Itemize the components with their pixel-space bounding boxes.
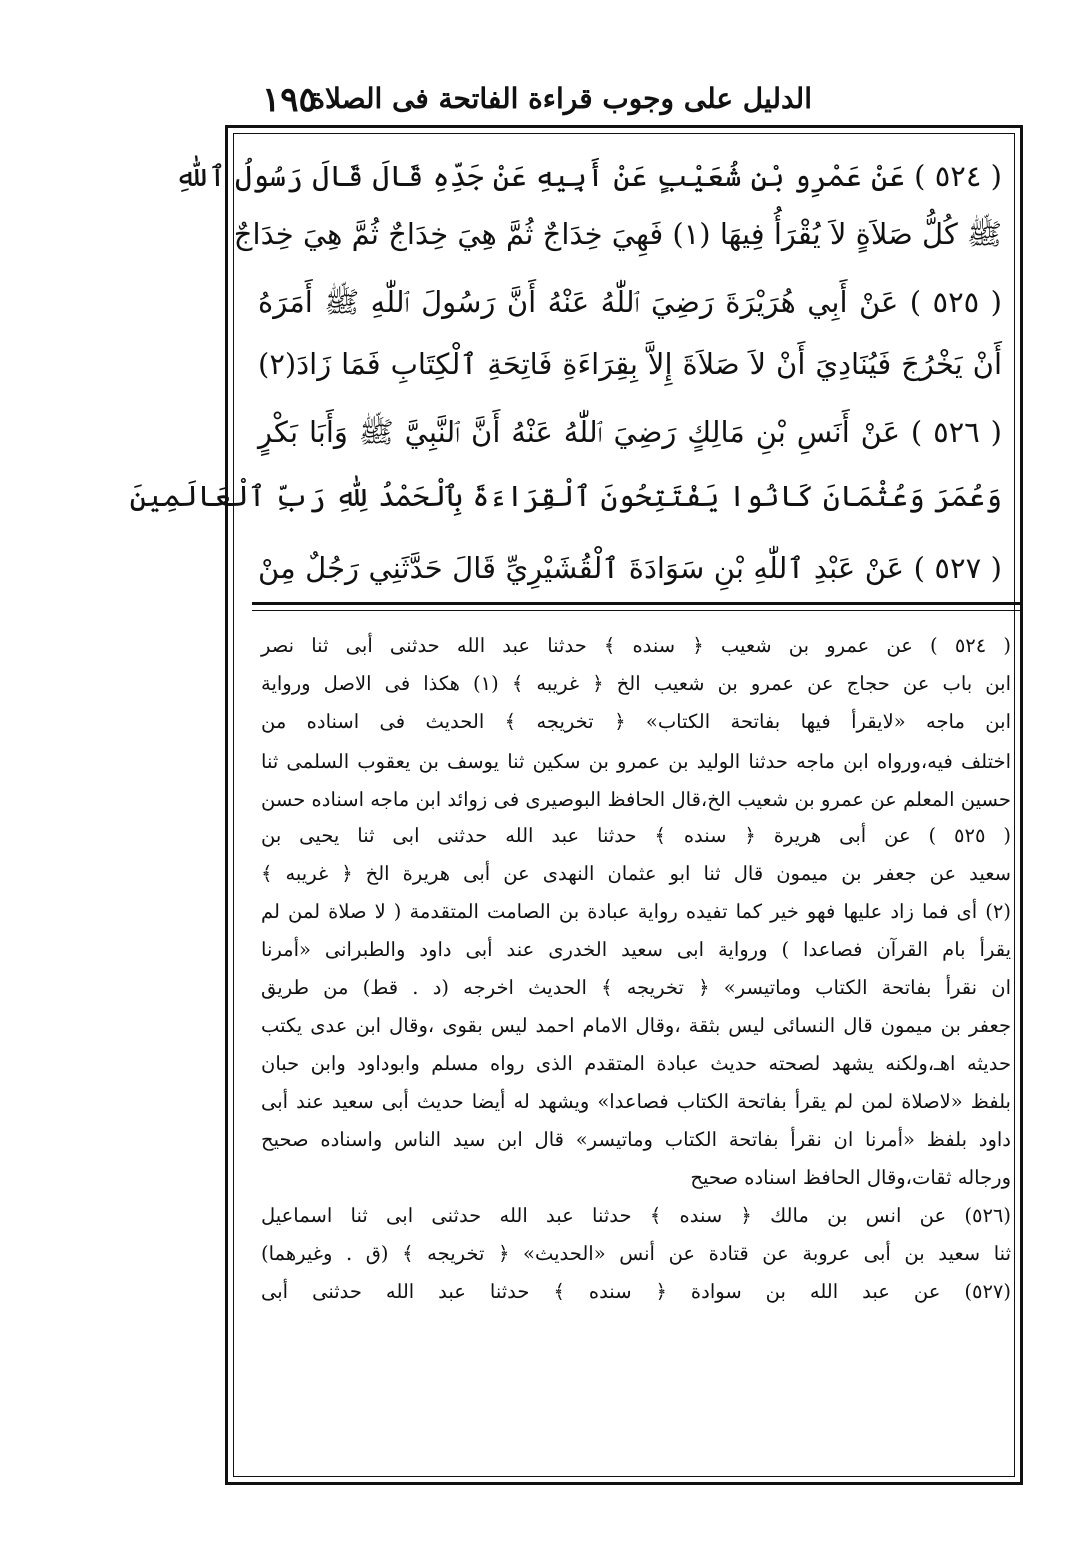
commentary-section	[255, 628, 1017, 1473]
commentary-line: بلفظ «لاصلاة لمن لم يقرأ بفاتحة الكتاب فصاعدا» ويشهد له أيضا حديث أبى سعيد عند أبى	[261, 1090, 1011, 1113]
page-number: ١٩٥	[262, 80, 317, 120]
commentary-line: جعفر بن ميمون قال النسائى ليس بثقة ،وقال الامام احمد ليس بقوى ،وقال ابن عدى يكتب	[261, 1014, 1011, 1037]
section-divider	[252, 602, 1020, 605]
commentary-line: ان نقرأ بفاتحة الكتاب وماتيسر» ﴿ تخريجه ﴾ الحديث اخرجه (د . قط) من طريق	[261, 976, 1011, 999]
commentary-line: (٥٢٧) عن عبد الله بن سوادة ﴿ سنده ﴾ حدثنا عبد الله حدثنى أبى	[261, 1280, 1011, 1303]
commentary-line: ابن باب عن حجاج عن عمرو بن شعيب الخ ﴿ غريبه ﴾ (١) هكذا فى الاصل ورواية	[261, 672, 1011, 695]
commentary-line: داود بلفظ «أمرنا ان نقرأ بفاتحة الكتاب وماتيسر» قال ابن سيد الناس واسناده صحيح	[261, 1128, 1011, 1151]
commentary-line: ثنا سعيد بن أبى عروبة عن قتادة عن أنس «الحديث» ﴿ تخريجه ﴾ (ق . وغيرهما)	[261, 1242, 1011, 1265]
commentary-line: سعيد عن جعفر بن ميمون قال ثنا ابو عثمان النهدى عن أبى هريرة الخ ﴿ غريبه ﴾	[261, 862, 1011, 885]
commentary-line: حسين المعلم عن عمرو بن شعيب الخ،قال الحافظ البوصيرى فى زوائد ابن ماجه اسناده حسن	[261, 788, 1011, 811]
commentary-line: ورجاله ثقات،وقال الحافظ اسناده صحيح	[690, 1166, 1011, 1189]
hadith-line: ( ٥٢٦ ) عَنْ أَنَسِ بْنِ مَالِكٍ رَضِيَ ٱللّٰهُ عَنْهُ أَنَّ ٱلنَّبِيَّ ﷺ وَأَبَا بَكْرٍ	[258, 415, 1002, 449]
hadith-line: ( ٥٢٥ ) عَنْ أَبِي هُرَيْرَةَ رَضِيَ ٱللّٰهُ عَنْهُ أَنَّ رَسُولَ ٱللّٰهِ ﷺ أَمَرَهُ	[258, 285, 1002, 319]
hadith-text-section	[129, 140, 1010, 605]
page-header	[232, 78, 832, 128]
commentary-line: اختلف فيه،ورواه ابن ماجه حدثنا الوليد بن عمرو بن سكين ثنا يوسف بن يعقوب السلمى ثنا	[261, 750, 1011, 773]
commentary-line: ( ٥٢٤ ) عن عمرو بن شعيب ﴿ سنده ﴾ حدثنا عبد الله حدثنى أبى ثنا نصر	[261, 634, 1011, 657]
hadith-line: ( ٥٢٧ ) عَنْ عَبْدِ ٱللّٰهِ بْنِ سَوَادَةَ ٱلْقُشَيْرِيِّ قَالَ حَدَّثَنِي رَجُلٌ مِنْ	[258, 551, 1002, 585]
commentary-line: ( ٥٢٥ ) عن أبى هريرة ﴿ سنده ﴾ حدثنا عبد الله حدثنى ابى ثنا يحيى بن	[261, 824, 1011, 847]
running-title: الدليل على وجوب قراءة الفاتحة فى الصلاة	[310, 82, 812, 115]
hadith-line: ﷺ كُلُّ صَلاَةٍ لاَ يُقْرَأُ فِيهَا (١) فَهِيَ خِدَاجٌ ثُمَّ هِيَ خِدَاجٌ ثُمَّ هِيَ خِدَاجٌ	[233, 217, 1002, 251]
commentary-line: (٥٢٦) عن انس بن مالك ﴿ سنده ﴾ حدثنا عبد الله حدثنى ابى ثنا اسماعيل	[261, 1204, 1011, 1227]
hadith-line: وَعُمَرَ وَعُثْمَانَ كَانُوا يَفْتَتِحُونَ ٱلْقِرَاءَةَ بِٱلْحَمْدُ لِلّٰهِ رَبِّ ٱلْعَالَمِينَ	[129, 479, 1002, 513]
section-divider-thin	[252, 610, 1020, 611]
hadith-line: ( ٥٢٤ ) عَنْ عَمْرِو بْنِ شُعَيْبٍ عَنْ أَبِيهِ عَنْ جَدِّهِ قَالَ قَالَ رَسُولُ ٱللّٰهِ	[174, 159, 1002, 193]
hadith-line: أَنْ يَخْرُجَ فَيُنَادِيَ أَنْ لاَ صَلاَةَ إِلاَّ بِقِرَاءَةِ فَاتِحَةِ ٱلْكِتَابِ فَمَا زَادَ(٢)	[258, 347, 1002, 381]
commentary-line: حديثه اهـ،ولكنه يشهد لصحته حديث عبادة المتقدم الذى رواه مسلم وابوداود وابن حبان	[261, 1052, 1011, 1075]
commentary-line: (٢) أى فما زاد عليها فهو خير كما تفيده رواية عبادة بن الصامت المتقدمة ( لا صلاة لمن لم	[261, 900, 1011, 923]
commentary-line: يقرأ بام القرآن فصاعدا ) ورواية ابى سعيد الخدرى عند أبى داود والطبرانى «أمرنا	[261, 938, 1011, 961]
commentary-line: ابن ماجه «لايقرأ فيها بفاتحة الكتاب» ﴿ تخريجه ﴾ الحديث فى اسناده من	[261, 710, 1011, 733]
